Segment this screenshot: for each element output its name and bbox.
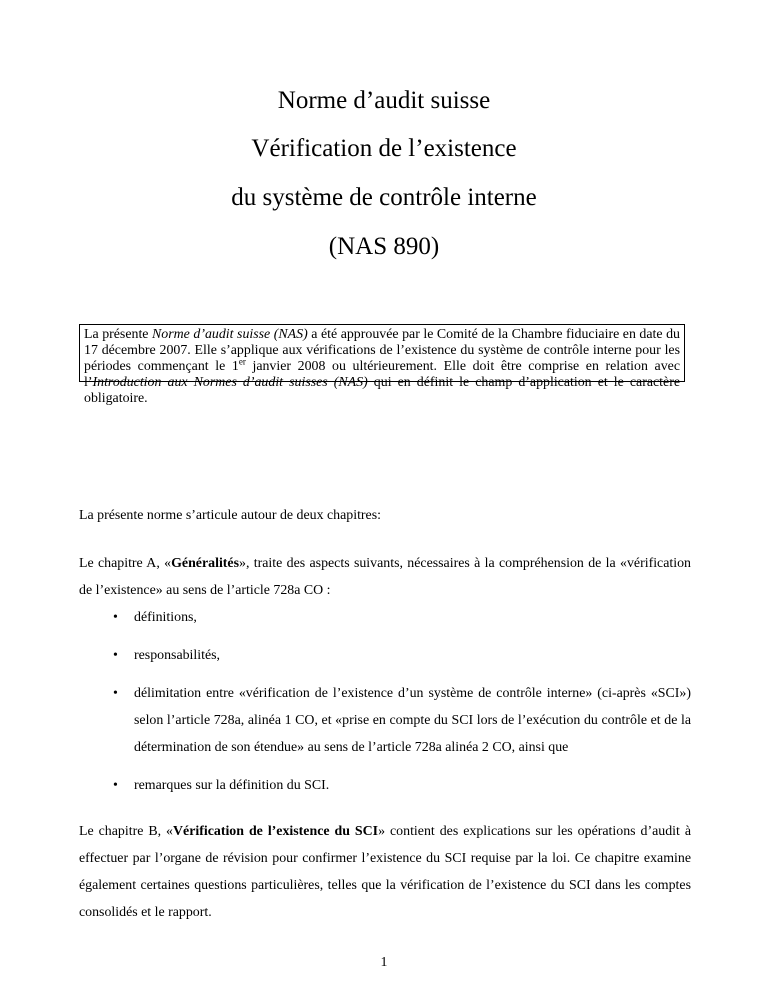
- chapter-b-text: Le chapitre B, «: [79, 824, 173, 839]
- bullet-icon: •: [113, 610, 118, 625]
- abstract-text: a été approuvée par le Comité de la Chambre fiduciaire en date du 17 décembre 2007. Elle s’applique aux vérifications de l’existence du système de contrôle interne pour les périodes commençant le 1: [84, 327, 680, 374]
- list-item: [79, 772, 691, 799]
- bullet-icon: •: [113, 686, 118, 701]
- chapter-b-heading: Vérification de l’existence du SCI: [173, 824, 379, 839]
- chapter-a-text: », traite des aspects suivants, nécessaires à la compréhension de la «vérification de l’existence» au sens de l’article 728a CO :: [79, 556, 691, 598]
- aspects-list: [79, 604, 691, 810]
- chapter-b-text: » contient des explications sur les opérations d’audit à effectuer par l’organe de révision pour confirmer l’existence du SCI requise par la loi. Ce chapitre examine également certaines questions particulières, telles que la vérification de l’existence du SCI dans les comptes consolidés et le rapport.: [79, 824, 692, 920]
- bullet-icon: •: [113, 648, 118, 663]
- chapter-b-paragraph: [79, 818, 691, 926]
- introduction-name: Introduction aux Normes d’audit suisses (NAS): [92, 375, 368, 390]
- norm-name: Norme d’audit suisse (NAS): [152, 327, 308, 342]
- ordinal-superscript: er: [238, 356, 246, 367]
- list-item: [79, 680, 691, 761]
- approval-notice-box: [79, 324, 685, 406]
- intro-paragraph: La présente norme s’articule autour de deux chapitres:: [79, 508, 381, 523]
- chapter-a-heading: Généralités: [171, 556, 239, 571]
- list-item-text: définitions,: [134, 610, 197, 625]
- chapter-a-text: Le chapitre A, «: [79, 556, 172, 571]
- abstract-text: qui en définit le champ d’application et le caractère obligatoire.: [84, 375, 680, 406]
- title-line-1: Norme d’audit suisse: [277, 87, 491, 114]
- page-number: 1: [380, 955, 388, 970]
- title-line-4: (NAS 890): [328, 233, 440, 260]
- list-item: [79, 642, 691, 669]
- list-item-text: remarques sur la définition du SCI.: [134, 778, 330, 793]
- abstract-text: La présente: [84, 327, 153, 342]
- title-line-3: du système de contrôle interne: [231, 184, 537, 211]
- chapter-a-paragraph: [79, 550, 691, 604]
- title-line-2: Vérification de l’existence: [251, 135, 517, 162]
- list-item-text: délimitation entre «vérification de l’existence d’un système de contrôle interne» (ci-après «SCI») selon l’article 728a, alinéa 1 CO, et «prise en compte du SCI lors de l’exécution du contrôle et de la détermination de son étendue» au sens de l’article 728a alinéa 2 CO, ainsi que: [134, 686, 691, 755]
- list-item-text: responsabilités,: [134, 648, 221, 663]
- list-item: [79, 604, 691, 631]
- bullet-icon: •: [113, 778, 118, 793]
- abstract-text: janvier 2008 ou ultérieurement. Elle doit être comprise en relation avec l’: [84, 359, 680, 390]
